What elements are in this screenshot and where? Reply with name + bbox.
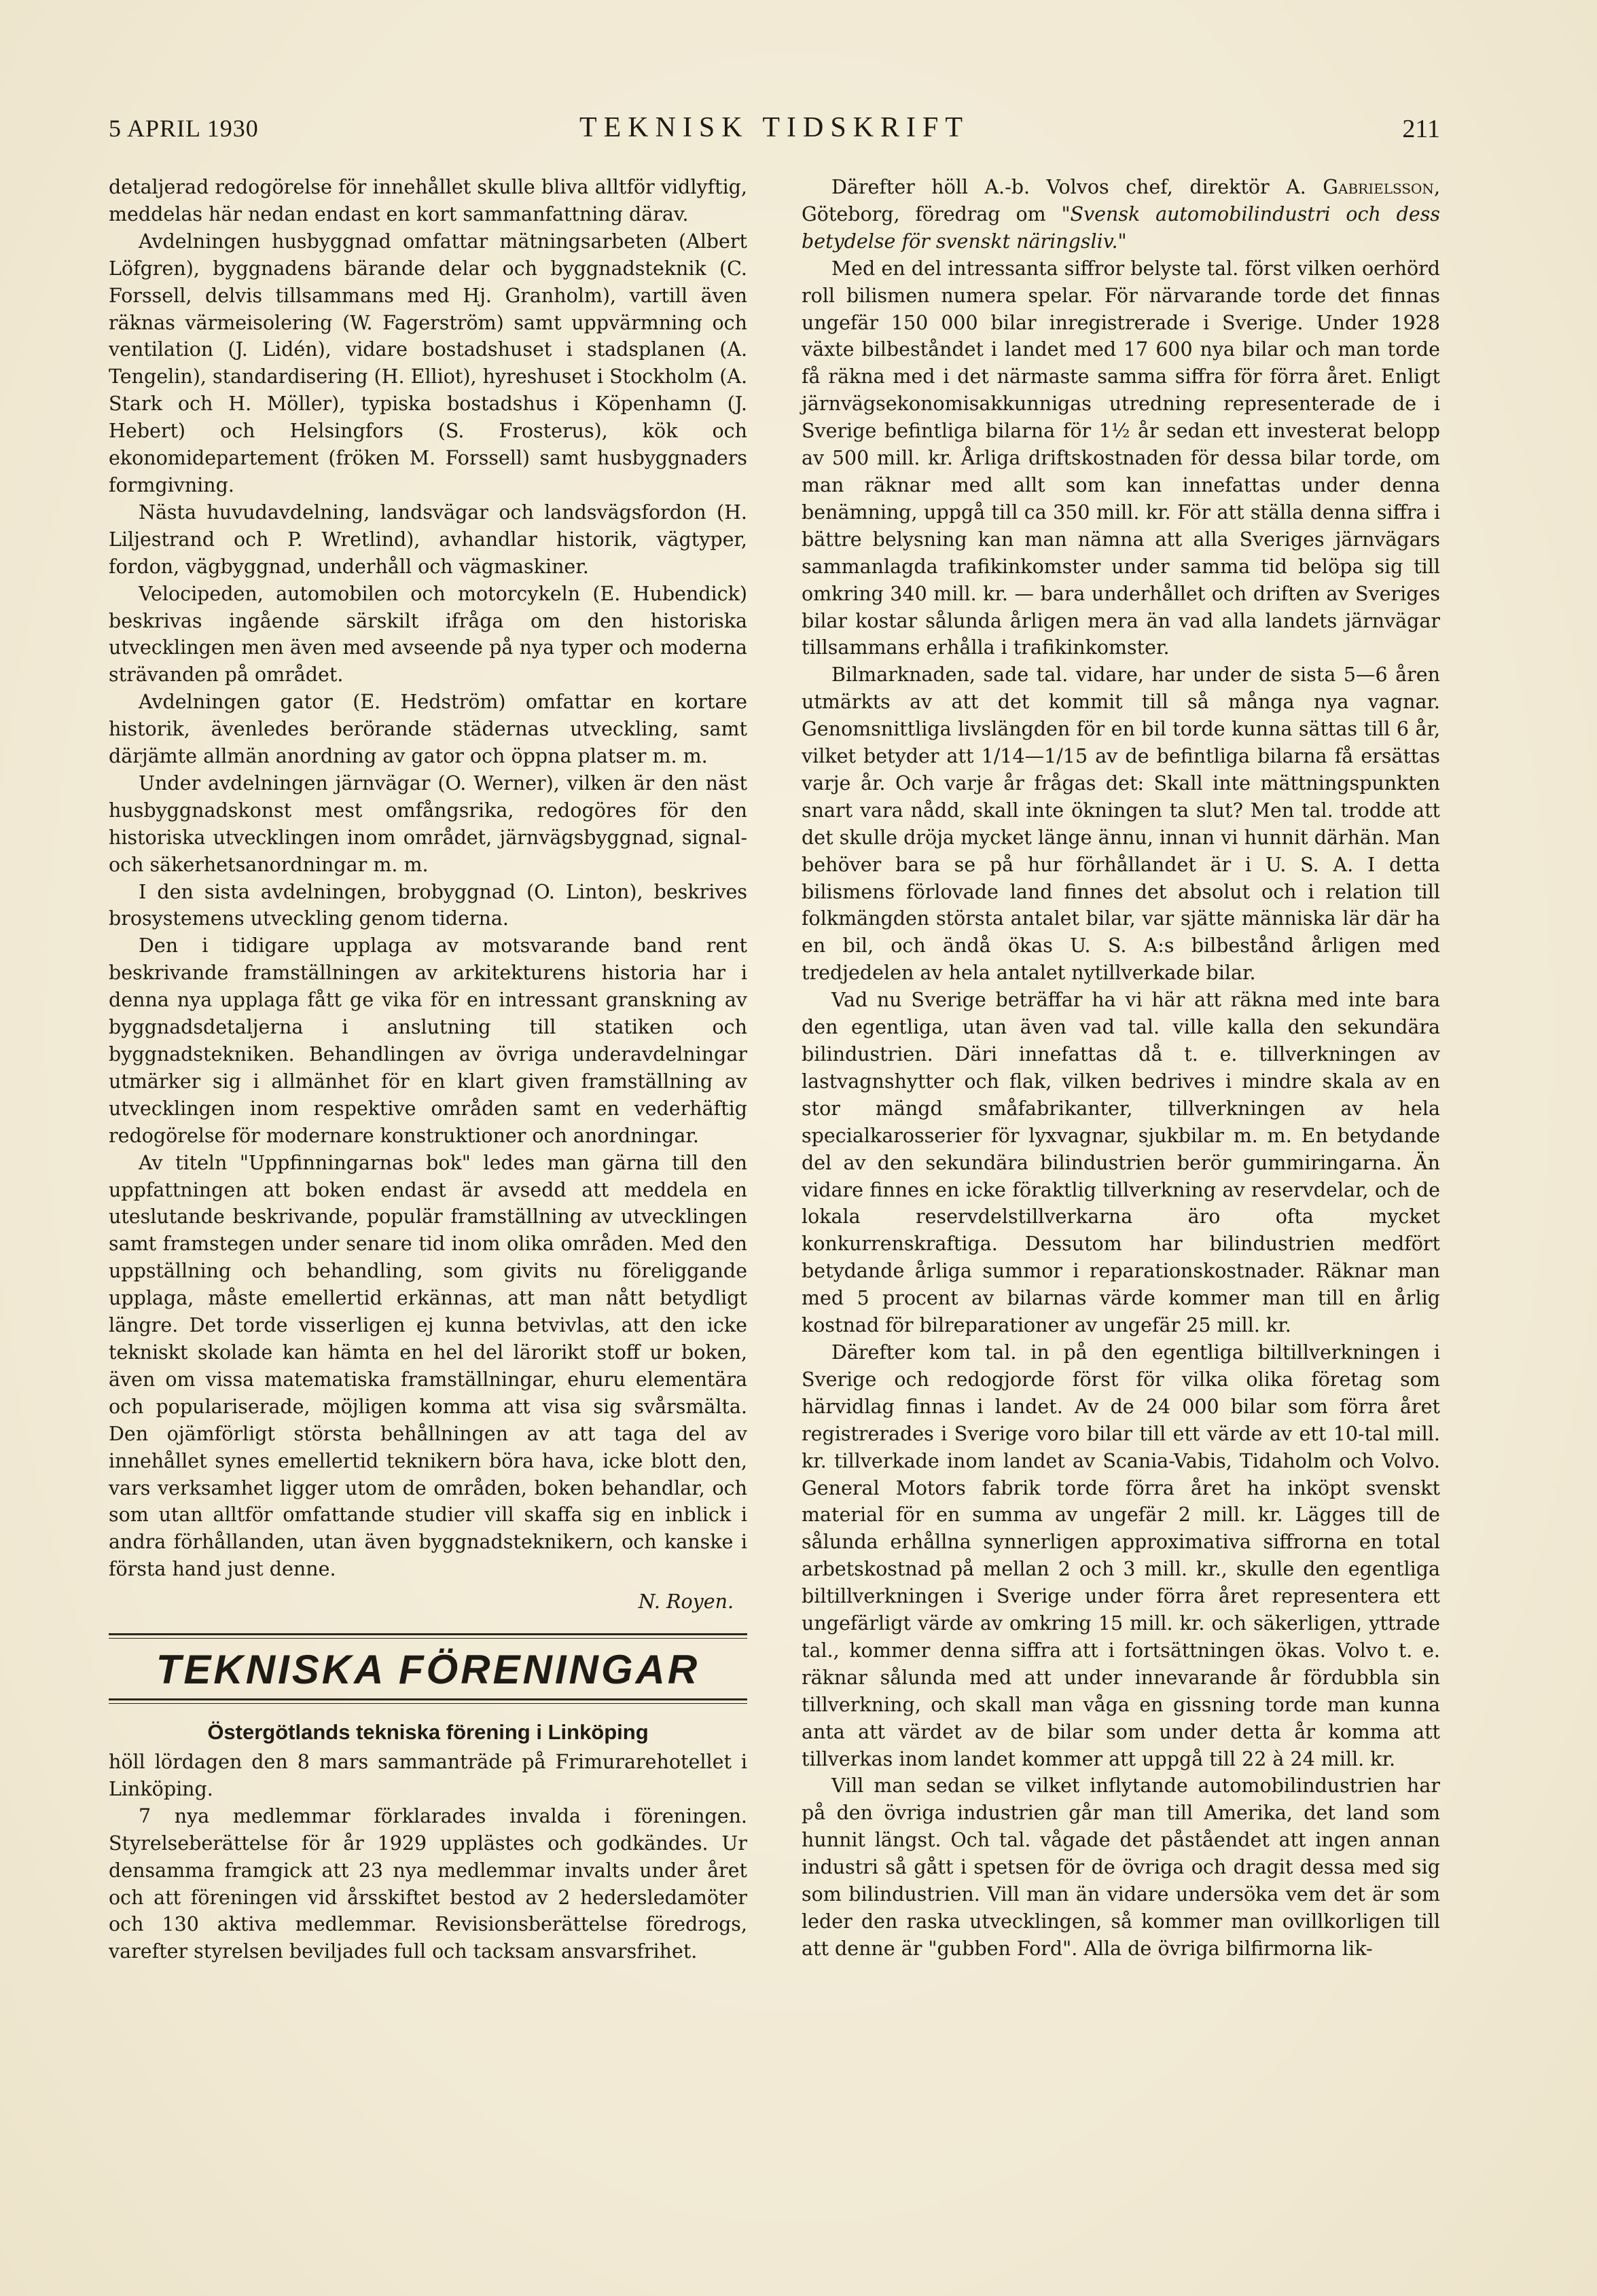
review-paragraph: I den sista avdelningen, brobyggnad (O. Linton), beskrives brosystemens utveckling genom tiderna.: [109, 880, 747, 930]
review-paragraph: Av titeln "Uppfinningarnas bok" ledes man gärna till den uppfattningen att boken endast är avsedd att meddela en uteslutande beskrivande, populär framställning av utvecklingen samt framstegen under senare tid inom olika områden. Med den uppställning och behandling, som givits nu föreliggande upplaga, måste emellertid erkännas, att man nått betydligt längre. Det torde visserligen ej kunna betvivlas, att den icke tekniskt skolade kan hämta en hel del lärorikt stoff ur boken, även om vissa matematiska framställningar, ehuru elementära och populariserade, möjligen komma att visa sig svårsmälta. Den ojämförligt största behållningen av att taga del av innehållet synes emellertid teknikern böra hava, icke blott den, vars verksamhet ligger utom de områden, boken behandlar, och som utan alltför omfattande studier vill skaffa sig en inblick i andra förhållanden, utan även byggnadsteknikern, och kanske i första hand just denne.: [109, 1151, 747, 1581]
intro-text: , Göteborg, föredrag om: [802, 176, 1440, 225]
lecture-paragraph: Bilmarknaden, sade tal. vidare, har under de sista 5—6 åren utmärkts av att det kommit till så många nya vagnar. Genomsnittliga livslängden för en bil torde kunna sättas till 6 år, vilket betyder att 1/14—1/15 av de befintliga bilarna få ersättas varje år. Och varje år frågas det: Skall inte mättningspunkten snart vara nådd, skall inte ökningen ta slut? Men tal. trodde att det skulle dröja mycket länge ännu, innan vi hunnit därhän. Man behöver bara se på hur förhållandet är i U. S. A. I detta bilismens förlovade land finnes det absolut och i relation till folkmängden största antalet bilar, var sjätte människa lär där ha en bil, och ändå ökas U. S. A:s bilbestånd årligen med tredjedelen av hela antalet nytillverkade bilar.: [802, 663, 1440, 985]
society-heading: Östergötlands tekniska förening i Linköping: [207, 1720, 649, 1745]
review-paragraph: Avdelningen gator (E. Hedström) omfattar en kortare historik, ävenledes berörande städernas utveckling, samt därjämte allmän anordning av gator och öppna platser m. m.: [109, 691, 747, 768]
society-paragraph: 7 nya medlemmar förklarades invalda i föreningen. Styrelseberättelse för år 1929 upplästes och godkändes. Ur densamma framgick att 23 nya medlemmar invalts under året och att föreningen vid årsskiftet bestod av 2 hedersledamöter och 130 aktiva medlemmar. Revisionsberättelse föredrogs, varefter styrelsen beviljades full och tacksam ansvarsfrihet.: [109, 1804, 747, 1963]
review-paragraph: Nästa huvudavdelning, landsvägar och landsvägsfordon (H. Liljestrand och P. Wretlind), avhandlar historik, vägtyper, fordon, vägbyggnad, underhåll och vägmaskiner.: [109, 500, 747, 578]
review-paragraph: Den i tidigare upplaga av motsvarande band rent beskrivande framställningen av arkitekturens historia har i denna nya upplaga fått ge vika för en intressant granskning av byggnadsdetaljerna i anslutning till statiken och byggnadstekniken. Behandlingen av övriga underavdelningar utmärker sig i allmänhet för en klart given framställning av utvecklingen inom respektive områden samt en vederhäftig redogörelse för modernare konstruktioner och anordningar.: [109, 934, 747, 1147]
review-paragraph: Under avdelningen järnvägar (O. Werner), vilken är den näst husbyggnadskonst mest omfångsrika, redogöres för den historiska utvecklingen inom området, järnvägsbyggnad, signal- och säkerhetsanordningar m. m.: [109, 771, 747, 876]
review-paragraph: detaljerad redogörelse för innehållet skulle bliva alltför vidlyftig, meddelas här nedan endast en kort sammanfattning därav.: [109, 176, 747, 225]
lecture-intro: [802, 174, 1440, 255]
lecture-paragraph: Med en del intressanta siffror belyste tal. först vilken oerhörd roll bilismen numera spelar. För närvarande torde det finnas ungefär 150 000 bilar inregistrerade i Sverige. Under 1928 växte bilbeståndet i landet med 17 600 nya bilar och man torde få räkna med i det närmaste samma siffra för förra året. Enligt järnvägsekonomisakkunnigas utredning representerade de i Sverige befintliga bilarna för 1½ år sedan ett investerat belopp av 500 mill. kr. Årliga driftskostnaden för dessa bilar torde, om man räknar med allt som kan innefattas under denna benämning, uppgå till ca 350 mill. kr. För att ställa denna siffra i bättre belysning kan man nämna att alla Sveriges järnvägars sammanlagda trafikinkomster under samma tid belöpa sig till omkring 340 mill. kr. — bara underhållet och driften av Sveriges bilar kostar sålunda årligen mera än vad alla landets järnvägar tillsammans erhålla i trafikinkomster.: [802, 257, 1440, 659]
issue-date: 5 APRIL 1930: [109, 115, 259, 142]
intro-text: Därefter höll A.-b. Volvos chef, direktör A.: [831, 176, 1323, 198]
section-rule-top: [109, 1633, 747, 1639]
speaker-name: Gabrielsson: [1323, 176, 1434, 198]
society-paragraph: höll lördagen den 8 mars sammanträde på Frimurarehotellet i Linköping.: [109, 1751, 747, 1800]
section-rule-bottom: [109, 1698, 747, 1704]
page-header: [109, 109, 1440, 149]
lecture-title: "Svensk automobilindustri och dess betydelse för svenskt näringsliv.": [802, 202, 1440, 253]
review-signature: N. Royen.: [638, 1590, 734, 1614]
lecture-paragraph: Vill man sedan se vilket inflytande automobilindustrien har på den övriga industrien går man till Amerika, det land som hunnit längst. Och tal. vågade det påståendet att ingen annan industri så gått i spetsen för de övriga och dragit dessa med sig som bilindustrien. Vill man än vidare undersöka vem det är som leder den raska utvecklingen, så kommer man ovillkorligen till att denne är "gubben Ford". Alla de övriga bilfirmorna lik-: [802, 1774, 1440, 1960]
journal-title: TEKNISK TIDSKRIFT: [579, 112, 970, 143]
section-title: TEKNISKA FÖRENINGAR: [156, 1647, 700, 1693]
right-column: [802, 174, 1440, 1963]
left-column: [109, 174, 747, 1965]
review-paragraph: Avdelningen husbyggnad omfattar mätningsarbeten (Albert Löfgren), byggnadens bärande delar och byggnadsteknik (C. Forssell, delvis tillsammans med Hj. Granholm), vartill även räknas värmeisolering (W. Fagerström) samt uppvärmning och ventilation (J. Lidén), vidare bostadshuset i stadsplanen (A. Tengelin), standardisering (H. Elliot), hyreshuset i Stockholm (A. Stark och H. Möller), typiska bostadshus i Köpenhamn (J. Hebert) och Helsingfors (S. Frosterus), kök och ekonomidepartement (fröken M. Forssell) samt husbyggnaders formgivning.: [109, 230, 747, 496]
page-number: 211: [1402, 115, 1440, 143]
lecture-paragraph: Vad nu Sverige beträffar ha vi här att räkna med inte bara den egentliga, utan även vad tal. ville kalla den sekundära bilindustrien. Däri innefattas då t. e. tillverkningen av lastvagnshytter och flak, vilken bedrives i mindre skala av en stor mängd småfabrikanter, tillverkningen av hela specialkarosserier för lyxvagnar, sjukbilar m. m. En betydande del av den sekundära bilindustrien berör gummiringarna. Än vidare finnes en icke föraktlig tillverkning av reservdelar, och de lokala reservdelstillverkarna äro ofta mycket konkurrenskraftiga. Dessutom har bilindustrien medfört betydande årliga summor i reparationskostnader. Räknar man med 5 procent av bilarnas värde kommer man till en årlig kostnad för bilreparationer av ungefär 25 mill. kr.: [802, 989, 1440, 1337]
lecture-paragraph: Därefter kom tal. in på den egentliga biltillverkningen i Sverige och redogjorde först för vilka olika företag som härvidlag finnas i landet. Av de 24 000 bilar som förra året registrerades i Sverige voro bilar till ett värde av ett 10-tal mill. kr. tillverkade inom landet av Scania-Vabis, Tidaholm och Volvo. General Motors fabrik torde förra året ha inköpt svenskt material för en summa av ungefär 2 mill. kr. Lägges till de sålunda erhållna synnerligen approximativa siffrorna en total arbetskostnad på mellan 2 och 3 mill. kr., skulle den egentliga biltillverkningen i Sverige under förra året representera ett ungefärligt värde av omkring 15 mill. kr. och säkerligen, yttrade tal., kommer denna siffra att i fortsättningen ökas. Volvo t. e. räknar sålunda med att under innevarande år fördubbla sin tillverkning, och skall man våga en gissning torde man kunna anta att värdet av de bilar som under detta år komma att tillverkas inom landet kommer att uppgå till 22 à 24 mill. kr.: [802, 1341, 1440, 1770]
review-paragraph: Velocipeden, automobilen och motorcykeln (E. Hubendick) beskrivas ingående särskilt ifråga om den historiska utvecklingen men även med avseende på nya typer och moderna strävanden på området.: [109, 582, 747, 687]
